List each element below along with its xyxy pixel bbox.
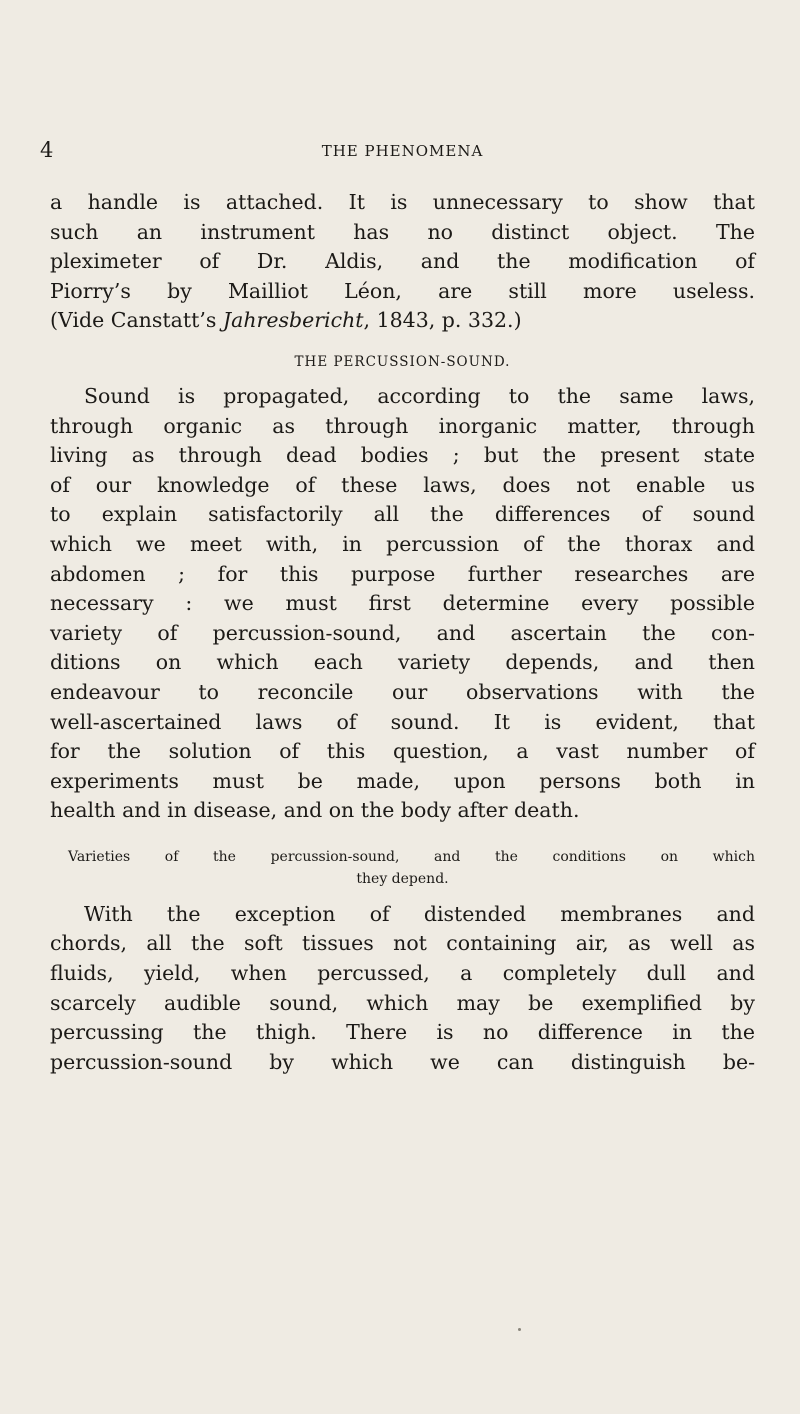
text-line: fluids, yield, when percussed, a completely dull and: [50, 961, 755, 986]
citation-title: Jahresbericht: [222, 308, 364, 333]
text-line: chords, all the soft tissues not containing air, as well as: [50, 931, 755, 956]
book-page: [40, 0, 755, 1077]
subsection-heading: [50, 846, 755, 890]
text-line: living as through dead bodies ; but the present state: [50, 443, 755, 468]
text-line: necessary : we must first determine every possible: [50, 591, 755, 616]
text-line: [50, 306, 755, 336]
text-line: ditions on which each variety depends, and then: [50, 650, 755, 675]
text-line: scarcely audible sound, which may be exemplified by: [50, 990, 755, 1015]
text-line: such an instrument has no distinct object. The: [50, 219, 755, 244]
text-line: endeavour to reconcile our observations with the: [50, 679, 755, 704]
section-heading: THE PERCUSSION-SOUND.: [294, 353, 511, 370]
paper-speck: [518, 1328, 521, 1331]
text-line: pleximeter of Dr. Aldis, and the modification of: [50, 249, 755, 274]
text-line: percussion-sound by which we can distinguish be-: [50, 1049, 755, 1074]
subheading-line: Varieties of the percussion-sound, and the conditions on which: [68, 848, 755, 865]
text-line: variety of percussion-sound, and ascertain the con-: [50, 620, 755, 645]
text-line: abdomen ; for this purpose further researches are: [50, 561, 755, 586]
text-line: a handle is attached. It is unnecessary to show that: [50, 190, 755, 214]
text-line: Sound is propagated, according to the same laws,: [84, 383, 755, 408]
subheading-line: they depend.: [356, 870, 449, 887]
text-line: of our knowledge of these laws, does not enable us: [50, 472, 755, 497]
running-head: [40, 138, 755, 184]
text-line: which we meet with, in percussion of the thorax and: [50, 531, 755, 556]
paragraph-percussion-sound: [50, 382, 755, 826]
citation-prefix: (Vide Canstatt’s: [50, 308, 223, 333]
text-line: well-ascertained laws of sound. It is evident, that: [50, 709, 755, 734]
text-line: With the exception of distended membranes and: [84, 901, 755, 926]
text-line: Piorry’s by Mailliot Léon, are still more useless.: [50, 278, 755, 303]
text-line: through organic as through inorganic matter, through: [50, 413, 755, 438]
running-head-title: THE PHENOMENA: [321, 142, 484, 160]
page-number: 4: [40, 138, 54, 162]
text-line: health and in disease, and on the body after death.: [50, 798, 580, 823]
text-line: percussing the thigh. There is no difference in the: [50, 1020, 755, 1045]
text-line: to explain satisfactorily all the differences of sound: [50, 502, 755, 527]
citation-suffix: , 1843, p. 332.): [363, 308, 522, 333]
paragraph-varieties: [50, 900, 755, 1078]
paragraph-continuation: [50, 188, 755, 336]
text-line: experiments must be made, upon persons both in: [50, 768, 755, 793]
text-line: for the solution of this question, a vast number of: [50, 739, 755, 764]
